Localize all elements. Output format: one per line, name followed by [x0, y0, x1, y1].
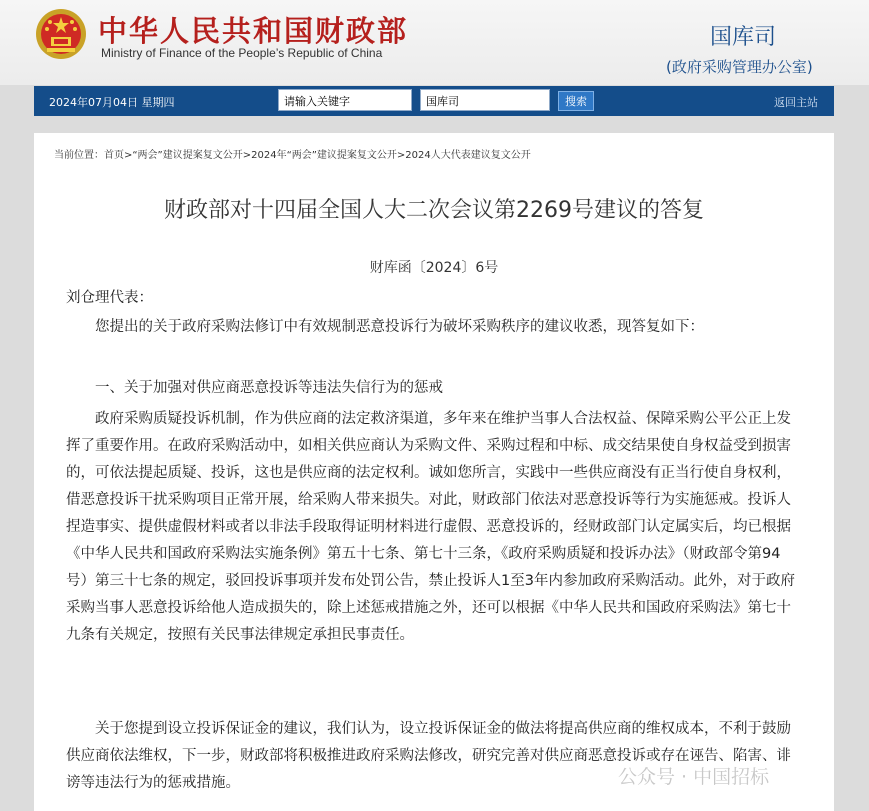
search-scope-select[interactable]: 国库司	[420, 89, 550, 111]
salutation: 刘仓理代表：	[66, 290, 153, 306]
article-title: 财政部对十四届全国人大二次会议第2269号建议的答复	[164, 198, 704, 223]
site-name-cn[interactable]: 中华人民共和国财政部	[98, 14, 409, 48]
site-header	[0, 0, 869, 85]
current-date: 2024年07月04日 星期四	[49, 96, 175, 109]
search-input[interactable]: 请输入关键字	[278, 89, 412, 111]
section-heading: 一、关于加强对供应商恶意投诉等违法失信行为的惩戒	[95, 380, 443, 396]
watermark: 公众号 · 中国招标	[618, 766, 770, 788]
article-paragraph: 关于您提到设立投诉保证金的建议，我们认为，设立投诉保证金的做法将提高供应商的维权成本，不利于鼓励供应商依法维权，下一步，财政部将积极推进政府采购法修改，研究完善对供应商恶意投诉或存在诬告、陷害、诽谤等违法行为的惩戒措施。	[66, 721, 791, 791]
department-name: 国库司	[710, 25, 777, 50]
article-panel	[34, 133, 834, 811]
department-subtitle: (政府采购管理办公室)	[666, 58, 813, 76]
breadcrumb[interactable]: 当前位置：首页>“两会”建议提案复文公开>2024年“两会”建议提案复文公开>2024人大代表建议复文公开	[54, 150, 531, 161]
article-paragraph: 政府采购质疑投诉机制，作为供应商的法定救济渠道，多年来在维护当事人合法权益、保障采购公平公正上发挥了重要作用。在政府采购活动中，如相关供应商认为采购文件、采购过程和中标、成交结果使自身权益受到损害的，可依法提起质疑、投诉，这也是供应商的法定权利。诚如您所言，实践中一些供应商没有正当行使自身权利，借恶意投诉干扰采购项目正常开展，给采购人带来损失。对此，财政部门依法对恶意投诉等行为实施惩戒。投诉人捏造事实、提供虚假材料或者以非法手段取得证明材料进行虚假、恶意投诉的，经财政部门认定属实后，均已根据《中华人民共和国政府采购法实施条例》第五十七条、第七十三条，《政府采购质疑和投诉办法》（财政部令第94号）第三十七条的规定，驳回投诉事项并发布处罚公告，禁止投诉人1至3年内参加政府采购活动。此外，对于政府采购当事人恶意投诉给他人造成损失的，除上述惩戒措施之外，还可以根据《中华人民共和国政府采购法》第七十九条有关规定，按照有关民事法律规定承担民事责任。	[66, 411, 795, 643]
document-number: 财库函〔2024〕6号	[369, 260, 499, 276]
article-paragraph: 您提出的关于政府采购法修订中有效规制恶意投诉行为破坏采购秩序的建议收悉，现答复如下：	[95, 319, 704, 335]
search-button[interactable]: 搜索	[558, 91, 594, 111]
back-to-main-link[interactable]: 返回主站	[774, 96, 818, 109]
nav-bar	[34, 86, 834, 116]
national-emblem-icon[interactable]	[35, 8, 87, 60]
site-name-en[interactable]: Ministry of Finance of the People’s Republic of China	[101, 46, 383, 60]
